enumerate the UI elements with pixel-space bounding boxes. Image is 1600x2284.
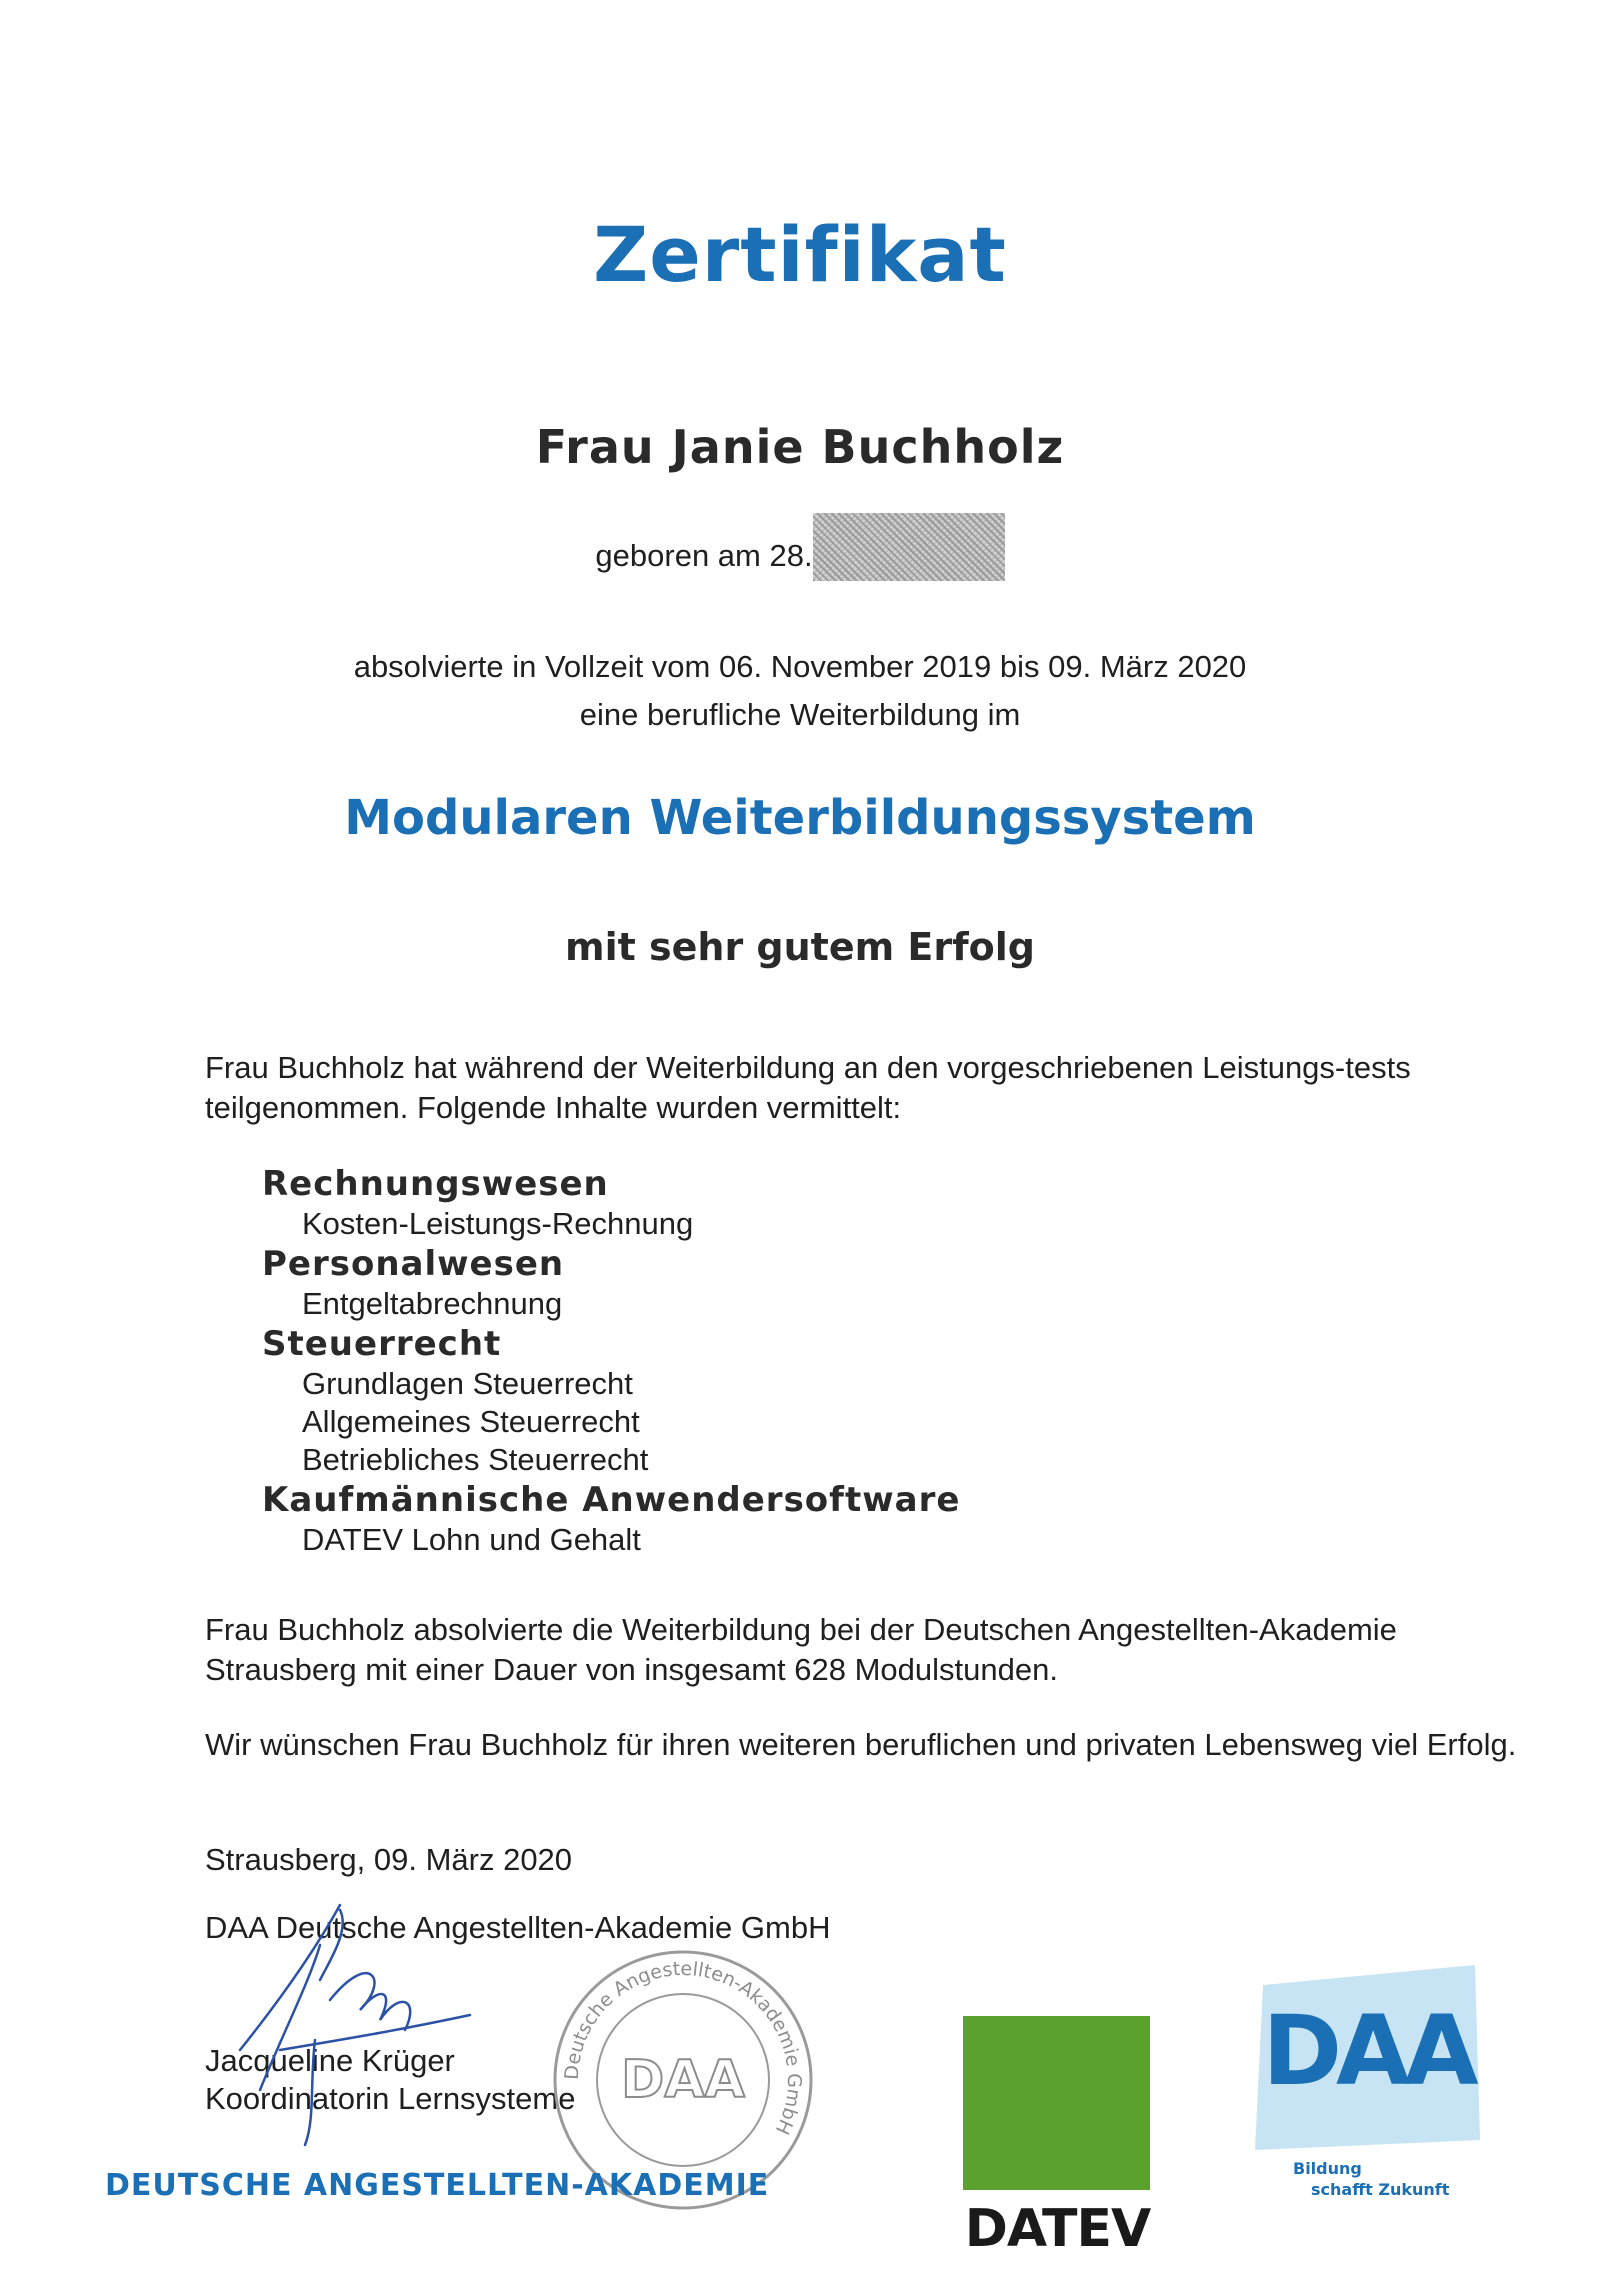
content-category: Personalwesen — [262, 1244, 565, 1284]
training-period — [0, 643, 1600, 739]
intro-paragraph: Frau Buchholz hat während der Weiterbildung an den vorgeschriebenen Leistungs-tests teilgenommen. Folgende Inhalte wurden vermittelt: — [205, 1050, 1411, 1125]
organization-name: DAA Deutsche Angestellten-Akademie GmbH — [205, 1910, 831, 1945]
place-date: Strausberg, 09. März 2020 — [205, 1842, 573, 1877]
content-item: Grundlagen Steuerrecht — [302, 1366, 633, 1401]
redacted-birth-date — [813, 513, 1005, 581]
tagline-line-1: Bildung — [1293, 2159, 1362, 2178]
stamp-ring-text: Deutsche Angestellten-Akademie GmbH — [560, 1957, 806, 2138]
completion-paragraph: Frau Buchholz absolvierte die Weiterbildung bei der Deutschen Angestellten-Akademie Strausberg mit einer Dauer von insgesamt 628 Modulstunden. — [205, 1612, 1397, 1687]
course-contents — [262, 1163, 1462, 1559]
handwritten-signature — [220, 1890, 480, 2150]
daa-tagline — [1293, 2158, 1449, 2200]
birth-date-prefix: geboren am 28. — [595, 538, 813, 574]
tagline-line-2: schafft Zukunft — [1311, 2180, 1450, 2199]
content-item: Allgemeines Steuerrecht — [302, 1404, 640, 1439]
academy-wordmark: DEUTSCHE ANGESTELLTEN-AKADEMIE — [105, 2168, 770, 2203]
daa-logo — [1255, 1965, 1480, 2150]
content-category: Steuerrecht — [262, 1324, 502, 1364]
period-line: absolvierte in Vollzeit vom 06. November 2019 bis 09. März 2020 — [353, 649, 1247, 684]
signer-name: Jacqueline Krüger — [205, 2043, 455, 2078]
recipient-name: Frau Janie Buchholz — [535, 420, 1065, 474]
content-item: Betriebliches Steuerrecht — [302, 1442, 649, 1477]
content-item: DATEV Lohn und Gehalt — [302, 1522, 641, 1557]
wishes-paragraph: Wir wünschen Frau Buchholz für ihren weiteren beruflichen und privaten Lebensweg viel Erfolg. — [205, 1727, 1517, 1762]
grade-text: mit sehr gutem Erfolg — [564, 925, 1035, 969]
content-item: Kosten-Leistungs-Rechnung — [302, 1206, 694, 1241]
content-category: Rechnungswesen — [262, 1164, 609, 1204]
stamp-center-text: DAA — [621, 2050, 745, 2110]
content-item: Entgeltabrechnung — [302, 1286, 563, 1321]
datev-logo-text: DATEV — [964, 2199, 1151, 2259]
datev-logo-square — [963, 2016, 1150, 2190]
program-name: Modularen Weiterbildungssystem — [344, 790, 1256, 846]
certificate-title: Zertifikat — [593, 210, 1007, 299]
content-category: Kaufmännische Anwendersoftware — [262, 1480, 961, 1520]
birth-date-line — [0, 535, 1600, 581]
daa-logo-text: DAA — [1262, 1995, 1473, 2107]
training-line: eine berufliche Weiterbildung im — [579, 697, 1021, 732]
signer-role: Koordinatorin Lernsysteme — [205, 2081, 576, 2116]
